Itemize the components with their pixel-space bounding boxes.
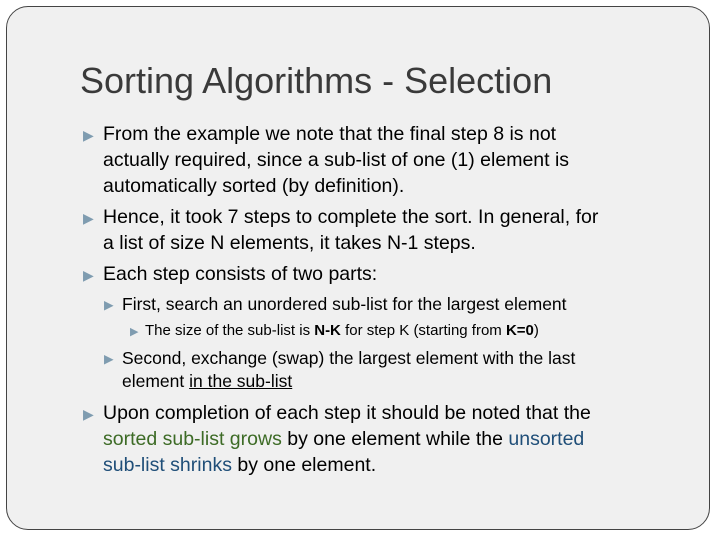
bullet-1 — [83, 121, 557, 147]
bullet-4-line-1: Upon completion of each step it should be noted that the — [103, 402, 591, 424]
exchange-line-2-pre: element — [122, 371, 190, 391]
arrow-bullet-icon: ▶ — [104, 352, 114, 366]
arrow-bullet-icon: ▶ — [83, 210, 94, 226]
bullet-1-line-1: From the example we note that the final step 8 is not — [103, 123, 557, 145]
size-text-post: ) — [533, 322, 539, 339]
bullet-3-line-1: Each step consists of two parts: — [103, 263, 378, 285]
sub-bullet-search-text: First, search an unordered sub-list for the largest element — [122, 294, 567, 314]
exchange-line-1: Second, exchange (swap) the largest element with the last — [122, 348, 576, 368]
sub-bullet-exchange-continuation — [122, 370, 292, 392]
sub-bullet-search — [104, 293, 567, 315]
sub-sub-bullet-size — [130, 321, 539, 341]
arrow-bullet-icon: ▶ — [83, 406, 94, 422]
exchange-line-2-underlined: in the sub-list — [189, 371, 293, 391]
bullet-2 — [83, 204, 599, 230]
bullet-4-continuation — [103, 426, 584, 452]
size-text-nk: N-K — [314, 322, 341, 339]
size-text-pre: The size of the sub-list is — [145, 322, 315, 339]
unsorted-text: unsorted — [508, 428, 585, 450]
arrow-bullet-icon: ▶ — [83, 267, 94, 283]
bullet-4-continuation — [103, 452, 376, 478]
bullet-1-line-2: actually required, since a sub-list of one (1) element is — [103, 149, 570, 171]
bullet-3 — [83, 261, 378, 287]
bullet-4 — [83, 400, 591, 426]
bullet-1-continuation — [103, 147, 569, 173]
sub-bullet-exchange — [104, 347, 576, 369]
bullet-4-line-3-post: by one element. — [231, 454, 377, 476]
arrow-bullet-icon: ▶ — [130, 326, 139, 338]
arrow-bullet-icon: ▶ — [83, 127, 94, 143]
bullet-2-continuation — [103, 230, 476, 256]
slide-title: Sorting Algorithms - Selection — [80, 60, 553, 101]
sorted-grows-text: sorted sub-list grows — [103, 428, 282, 450]
bullet-1-continuation — [103, 173, 404, 199]
size-text-mid: for step K (starting from — [340, 322, 506, 339]
size-text-k0: K=0 — [505, 322, 534, 339]
sublist-shrinks-text: sub-list shrinks — [103, 454, 232, 476]
bullet-4-line-2-mid: by one element while the — [281, 428, 509, 450]
bullet-1-line-3: automatically sorted (by definition). — [103, 175, 405, 197]
bullet-2-line-1: Hence, it took 7 steps to complete the sort. In general, for — [103, 206, 599, 228]
bullet-2-line-2: a list of size N elements, it takes N-1 steps. — [103, 232, 476, 254]
arrow-bullet-icon: ▶ — [104, 298, 114, 312]
